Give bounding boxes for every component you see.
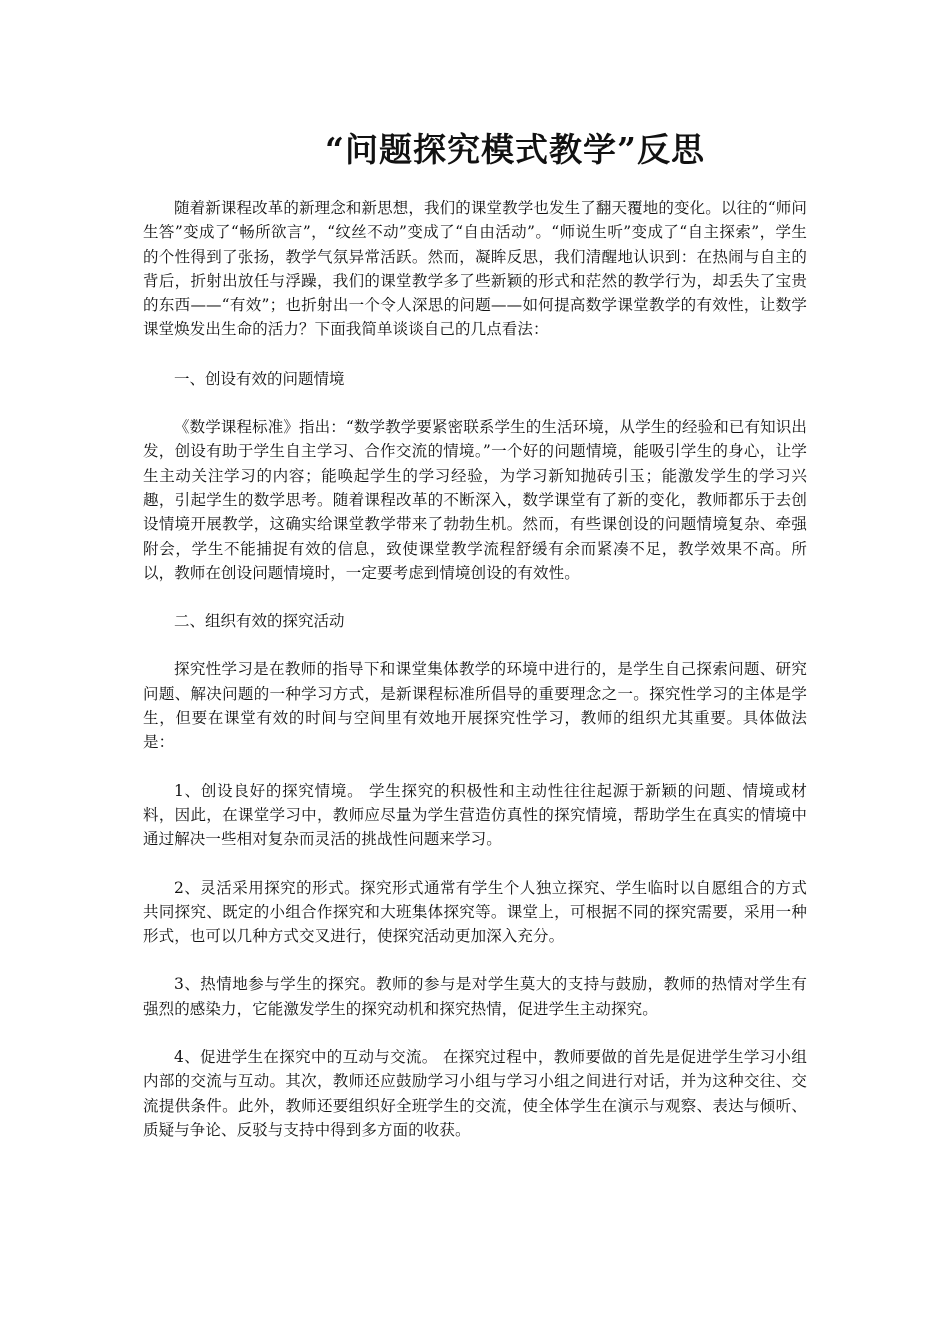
section-2-paragraph: 探究性学习是在教师的指导下和课堂集体教学的环境中进行的，是学生自己探索问题、研究问题、解决问题的一种学习方式，是新课程标准所倡导的重要理念之一。探究性学习的主体是学生，但要在课堂有效的时间与空间里有效地开展探究性学习，教师的组织尤其重要。具体做法是： [143,660,807,752]
list-item-3: 3、热情地参与学生的探究。教师的参与是对学生莫大的支持与鼓励，教师的热情对学生有强烈的感染力，它能激发学生的探究动机和探究热情，促进学生主动探究。 [143,975,807,1018]
section-2-heading: 二、组织有效的探究活动 [174,612,345,631]
section-1-paragraph: 《数学课程标准》指出：“数学教学要紧密联系学生的生活环境，从学生的经验和已有知识出发，创设有助于学生自主学习、合作交流的情境。”一个好的问题情境，能吸引学生的身心，让学生主动关注学习的内容；能唤起学生的学习经验，为学习新知抛砖引玉；能激发学生的学习兴趣，引起学生的数学思考。随着课程改革的不断深入，数学课堂有了新的变化，教师都乐于去创设情境开展教学，这确实给课堂教学带来了勃勃生机。然而，有些课创设的问题情境复杂、牵强附会，学生不能捕捉有效的信息，致使课堂教学流程舒缓有余而紧凑不足，教学效果不高。所以，教师在创设问题情境时，一定要考虑到情境创设的有效性。 [143,418,807,582]
list-item-1: 1、创设良好的探究情境。 学生探究的积极性和主动性往往起源于新颖的问题、情境或材料，因此，在课堂学习中，教师应尽量为学生营造仿真性的探究情境，帮助学生在真实的情境中通过解决一些相对复杂而灵活的挑战性问题来学习。 [143,781,807,849]
list-item-2: 2、灵活采用探究的形式。探究形式通常有学生个人独立探究、学生临时以自愿组合的方式共同探究、既定的小组合作探究和大班集体探究等。课堂上，可根据不同的探究需要，采用一种形式，也可以几种方式交叉进行，使探究活动更加深入充分。 [143,878,807,946]
intro-paragraph: 随着新课程改革的新理念和新思想，我们的课堂教学也发生了翻天覆地的变化。以往的“师问生答”变成了“畅所欲言”，“纹丝不动”变成了“自由活动”。“师说生听”变成了“自主探索”，学生的个性得到了张扬，教学气氛异常活跃。然而，凝眸反思，我们清醒地认识到：在热闹与自主的背后，折射出放任与浮躁，我们的课堂教学多了些新颖的形式和茫然的教学行为，却丢失了宝贵的东西——“有效”；也折射出一个令人深思的问题——如何提高数学课堂教学的有效性，让数学课堂焕发出生命的活力？下面我简单谈谈自己的几点看法： [143,199,807,339]
document-title: “问题探究模式教学”反思 [325,130,705,169]
list-item-4: 4、促进学生在探究中的互动与交流。 在探究过程中，教师要做的首先是促进学生学习小组内部的交流与互动。其次，教师还应鼓励学习小组与学习小组之间进行对话，并为这种交往、交流提供条件。此外，教师还要组织好全班学生的交流，使全体学生在演示与观察、表达与倾听、质疑与争论、反驳与支持中得到多方面的收获。 [143,1048,807,1139]
document-body [143,196,807,1142]
section-1-heading: 一、创设有效的问题情境 [174,369,345,388]
